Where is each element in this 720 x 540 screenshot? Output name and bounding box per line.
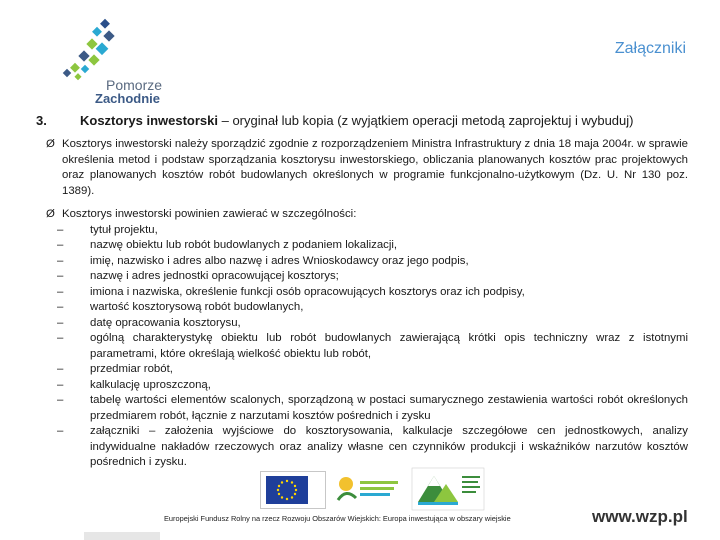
- section-number: 3.: [36, 113, 47, 128]
- list-item: – tytuł projektu,: [62, 223, 688, 239]
- prow-logo: [410, 466, 486, 512]
- eu-flag-logo: [260, 471, 326, 509]
- list-item: – ogólną charakterystykę obiektu lub robót budowlanych zawierającą krótki opis techniczny wraz z istotnymi parametrami, które określają wielkość obiektu lub robót,: [57, 332, 688, 360]
- dash-bullet: –: [57, 285, 64, 298]
- leader-icon: [338, 477, 398, 500]
- dash-bullet: –: [57, 425, 64, 437]
- page-title: Załączniki: [614, 40, 686, 57]
- list-item: – przedmiar robót,: [62, 362, 688, 378]
- logo-mosaic-icon: [63, 19, 115, 80]
- list-item: – imiona i nazwiska, określenie funkcji osób opracowujących kosztorys oraz ich podpisy,: [62, 285, 688, 301]
- dash-bullet: –: [57, 316, 64, 329]
- list-item: – nazwę obiektu lub robót budowlanych z podaniem lokalizacji,: [62, 238, 688, 254]
- arrow-bullet-icon: Ø: [46, 138, 55, 150]
- dash-bullet: –: [57, 394, 64, 406]
- website-link[interactable]: www.wzp.pl: [592, 507, 688, 526]
- dash-bullet: –: [57, 363, 64, 375]
- dash-bullet: –: [57, 239, 64, 251]
- dash-bullet: –: [57, 270, 64, 282]
- footer-bar: [84, 532, 160, 540]
- section-heading: [36, 113, 696, 128]
- list-item: – datę opracowania kosztorysu,: [62, 316, 688, 332]
- requirements-list: [48, 223, 688, 471]
- paragraph-intro: Kosztorys inwestorski powinien zawierać w szczególności:: [62, 208, 357, 220]
- logo-line1: Pomorze: [106, 77, 163, 93]
- dash-bullet: –: [57, 378, 64, 391]
- list-item: – nazwę i adres jednostki opracowującej kosztorys;: [62, 269, 688, 285]
- dash-bullet: –: [57, 223, 64, 236]
- dash-bullet: –: [57, 332, 64, 344]
- list-item: – kalkulację uproszczoną,: [62, 378, 688, 394]
- list-item: – imię, nazwisko i adres albo nazwę i adres Wnioskodawcy oraz jego podpis,: [62, 254, 688, 270]
- logo-line2: Zachodnie: [95, 91, 161, 106]
- dash-bullet: –: [57, 254, 64, 267]
- mountains-icon: [412, 468, 484, 510]
- list-item: – tabelę wartości elementów scalonych, sporządzoną w postaci sumarycznego zestawienia wartości robót określonych przedmiarem robót, łącznie z narzutami kosztów pośrednich i zysku: [57, 394, 688, 422]
- footer-caption: Europejski Fundusz Rolny na rzecz Rozwoju Obszarów Wiejskich: Europa inwestująca w obszary wiejskie: [164, 514, 511, 523]
- paragraph-text: Kosztorys inwestorski należy sporządzić zgodnie z rozporządzeniem Ministra Infrastruktury z dnia 18 maja 2004r. w sprawie określenia metod i podstaw sporządzania kosztorysu inwestorskiego, obliczania planowanych kosztów prac projektowych oraz planowanych kosztów robót budowlanych określonych w programie funkcjonalno-użytkowym (Dz. U. Nr 130 poz. 1389).: [62, 138, 688, 197]
- dash-bullet: –: [57, 301, 64, 313]
- leader-logo: [334, 472, 404, 508]
- section-title: Kosztorys inwestorski: [80, 113, 218, 128]
- bullet-paragraph-2: [48, 207, 688, 471]
- arrow-bullet-icon: Ø: [46, 208, 55, 220]
- eu-flag-icon: [266, 476, 308, 504]
- list-item: – załączniki – założenia wyjściowe do kosztorysowania, kalkulacje szczegółowe cen jednostkowych, analizy indywidualne nakładów rzeczowych oraz analizy własne cen czynników produkcji i wskaźników narzutów kosztów pośrednich i zysku.: [57, 425, 688, 468]
- list-item: – wartość kosztorysową robót budowlanych,: [62, 300, 688, 316]
- section-subtitle: – oryginał lub kopia (z wyjątkiem operacji metodą zaprojektuj i wybuduj): [218, 113, 634, 128]
- bullet-paragraph-1: [48, 137, 688, 199]
